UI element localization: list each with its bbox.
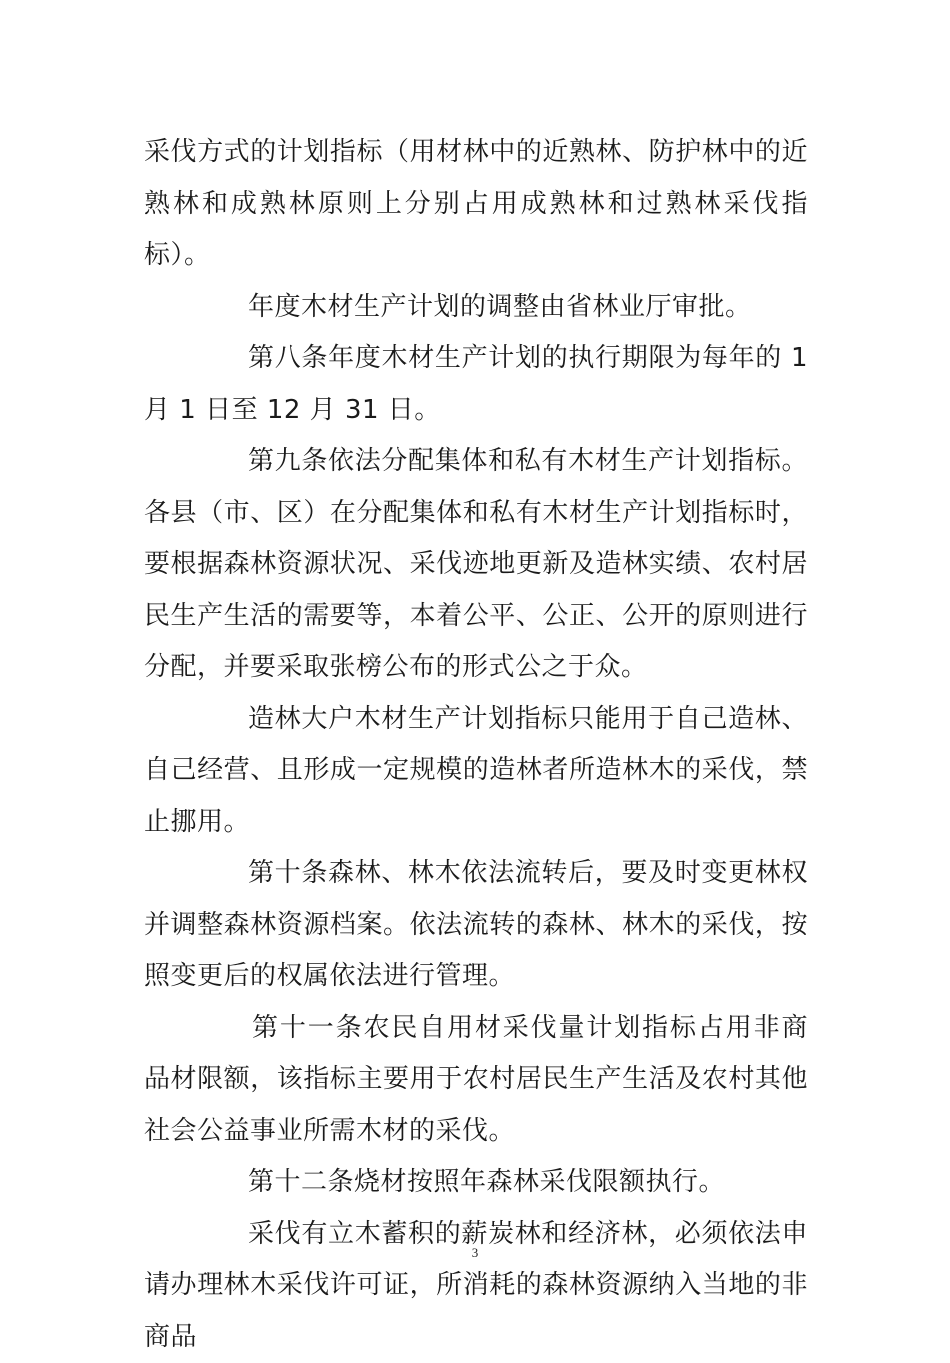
paragraph-article-11: 第十一条农民自用材采伐量计划指标占用非商品材限额，该指标主要用于农村居民生产生活及农村其他社会公益事业所需木材的采伐。 — [144, 1003, 808, 1158]
paragraph-article-8: 第八条年度木材生产计划的执行期限为每年的 1 月 1 日至 12 月 31 日。 — [144, 333, 808, 436]
paragraph-fuelwood-economic-forest: 采伐有立木蓄积的薪炭林和经济林，必须依法申请办理林木采伐许可证，所消耗的森林资源纳入当地的非商品 — [144, 1209, 808, 1363]
paragraph-adjustment-approval: 年度木材生产计划的调整由省林业厅审批。 — [144, 282, 808, 334]
paragraph-article-9: 第九条依法分配集体和私有木材生产计划指标。各县（市、区）在分配集体和私有木材生产计划指标时，要根据森林资源状况、采伐迹地更新及造林实绩、农村居民生产生活的需要等，本着公平、公正、公开的原则进行分配，并要采取张榜公布的形式公之于众。 — [144, 436, 808, 694]
paragraph-article-10: 第十条森林、林木依法流转后，要及时变更林权并调整森林资源档案。依法流转的森林、林木的采伐，按照变更后的权属依法进行管理。 — [144, 848, 808, 1003]
paragraph-continued: 采伐方式的计划指标（用材林中的近熟林、防护林中的近熟林和成熟林原则上分别占用成熟林和过熟林采伐指标）。 — [144, 127, 808, 282]
body-text — [144, 127, 808, 1363]
page-number: 3 — [0, 1245, 950, 1261]
paragraph-article-12: 第十二条烧材按照年森林采伐限额执行。 — [144, 1157, 808, 1209]
paragraph-large-planter-quota: 造林大户木材生产计划指标只能用于自己造林、自己经营、且形成一定规模的造林者所造林木的采伐，禁止挪用。 — [144, 694, 808, 849]
